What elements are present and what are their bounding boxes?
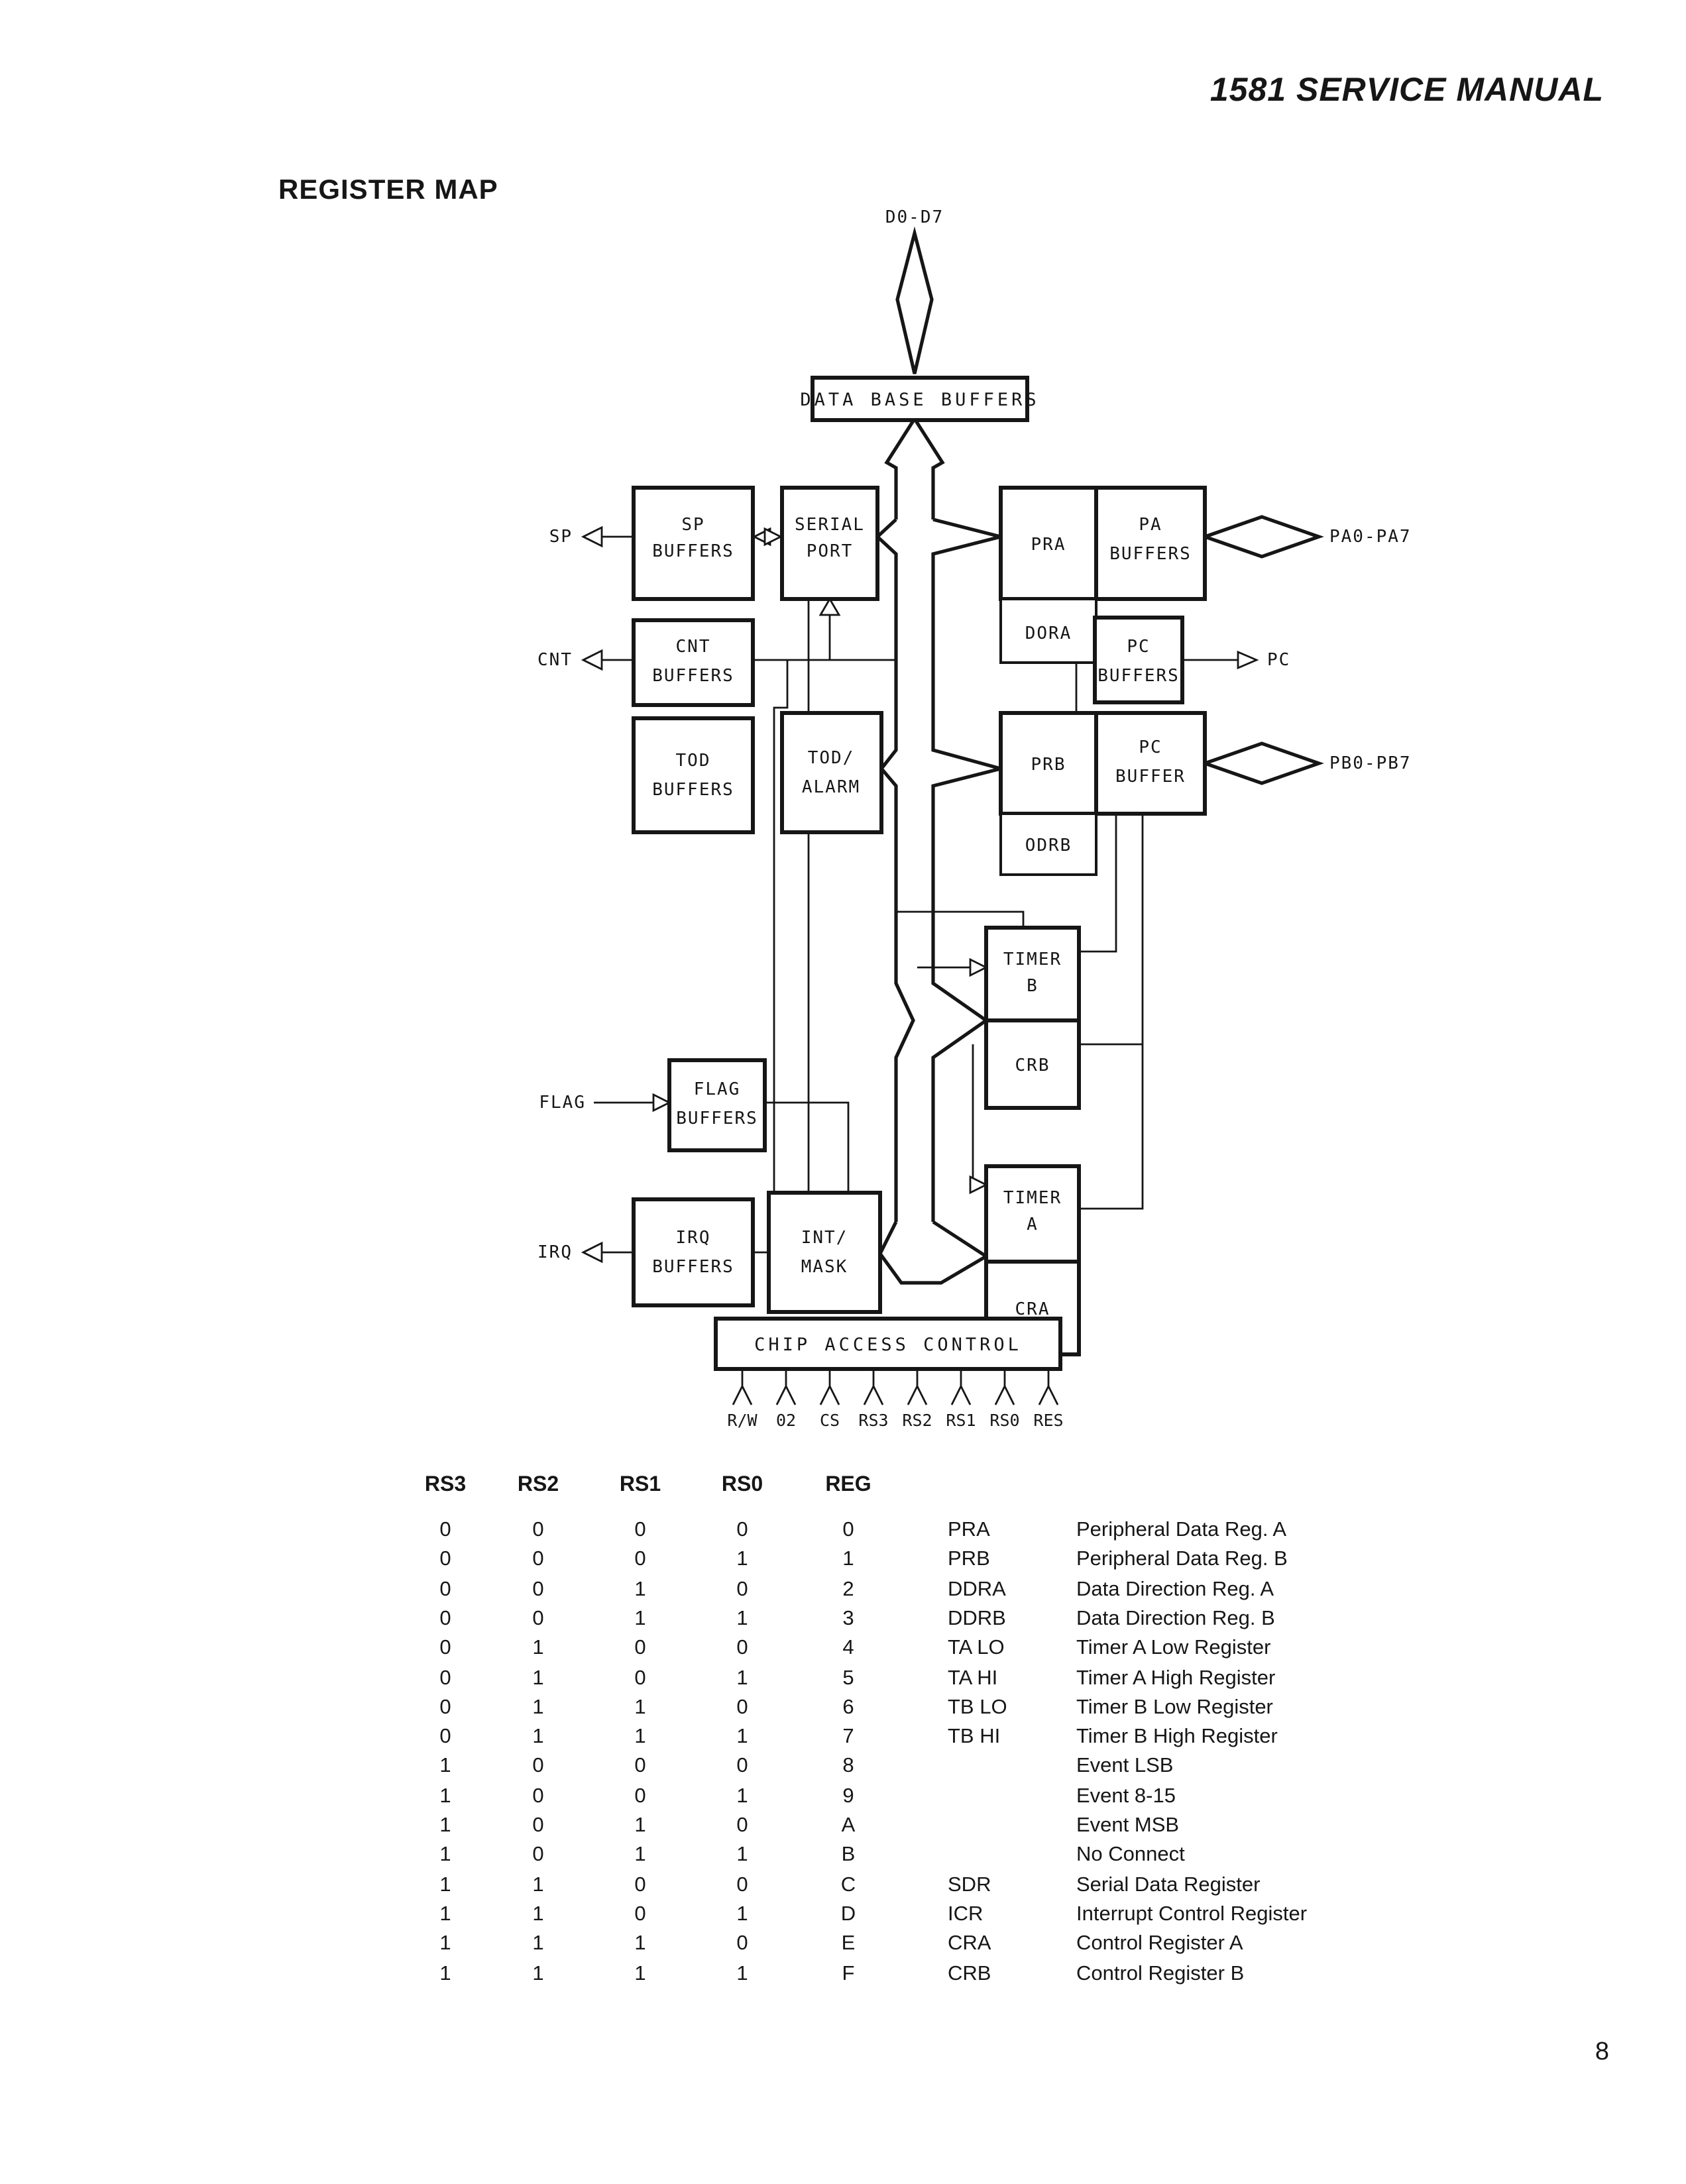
table-cell: 9: [842, 1784, 854, 1808]
label-pa-buffers-2: BUFFERS: [1109, 544, 1192, 564]
flag-in-arrow: [653, 1095, 669, 1111]
table-cell: 7: [842, 1725, 854, 1749]
pin-label: 02: [775, 1411, 797, 1430]
table-cell: 0: [736, 1637, 748, 1660]
table-cell: DDRA: [948, 1578, 1006, 1601]
table-cell: 1: [736, 1962, 748, 1985]
bus-bottom-diamond: [880, 1222, 986, 1283]
table-cell: Timer A High Register: [1076, 1666, 1276, 1689]
cnt-out-arrow: [583, 651, 602, 669]
box-pc-buffers: [1095, 618, 1182, 702]
table-cell: Timer B Low Register: [1076, 1696, 1273, 1719]
table-cell: Peripheral Data Reg. B: [1076, 1548, 1288, 1571]
table-cell: 1: [736, 1607, 748, 1630]
table-cell: 1: [634, 1696, 646, 1719]
table-cell: 1: [736, 1725, 748, 1749]
table-cell: 1: [634, 1725, 646, 1749]
pin-label: CS: [819, 1411, 840, 1430]
serial-right-arrow: [765, 529, 781, 545]
box-cnt-buffers: [634, 620, 753, 705]
table-cell: 0: [736, 1873, 748, 1896]
table-cell: 1: [439, 1902, 451, 1926]
table-cell: 1: [439, 1962, 451, 1985]
table-cell: 1: [634, 1814, 646, 1837]
table-cell: 1: [439, 1784, 451, 1808]
box-tod-buffers: [634, 718, 753, 832]
label-chip-access-control: CHIP ACCESS CONTROL: [754, 1335, 1022, 1355]
box-flag-buffers: [669, 1060, 765, 1150]
table-cell: Timer B High Register: [1076, 1725, 1278, 1749]
table-cell: 2: [842, 1578, 854, 1601]
table-row: [0, 1696, 1686, 1725]
table-cell: No Connect: [1076, 1843, 1185, 1867]
label-timer-b-2: B: [1027, 976, 1039, 996]
table-cell: 1: [532, 1873, 544, 1896]
table-cell: Interrupt Control Register: [1076, 1902, 1308, 1926]
bus-top-diamond: [897, 233, 932, 374]
table-cell: CRA: [948, 1932, 991, 1955]
table-row: [0, 1755, 1686, 1784]
table-cell: Data Direction Reg. B: [1076, 1607, 1275, 1630]
label-tod-buffers-2: BUFFERS: [652, 780, 734, 800]
table-cell: 0: [842, 1519, 854, 1541]
pin-label: RES: [1033, 1411, 1064, 1430]
diagram-boxes: [634, 378, 1205, 1369]
table-cell: 1: [532, 1725, 544, 1749]
table-cell: 0: [532, 1843, 544, 1867]
table-cell: 0: [439, 1548, 451, 1571]
label-tod-buffers-1: TOD: [675, 751, 711, 771]
pin-line: [864, 1369, 883, 1405]
section-heading: REGISTER MAP: [278, 175, 498, 205]
table-cell: 1: [532, 1962, 544, 1985]
pa-port-diamond: [1205, 517, 1319, 557]
box-pc-buffer: [1096, 713, 1205, 814]
label-flag-buffers-2: BUFFERS: [676, 1109, 758, 1128]
table-cell: 3: [842, 1607, 854, 1630]
table-cell: 4: [842, 1637, 854, 1660]
bus-spearhead: [887, 419, 942, 519]
pin-line: [952, 1369, 970, 1405]
table-cell: 1: [439, 1843, 451, 1867]
label-tod-alarm-1: TOD/: [807, 748, 855, 768]
table-cell: 1: [634, 1932, 646, 1955]
table-row: [0, 1637, 1686, 1666]
table-cell: C: [840, 1873, 856, 1896]
table-row: [0, 1725, 1686, 1755]
port-irq: IRQ: [537, 1242, 573, 1262]
table-cell: 1: [634, 1607, 646, 1630]
label-cnt-buffers-1: CNT: [675, 637, 711, 657]
table-cell: 0: [439, 1725, 451, 1749]
bus-label: D0-D7: [885, 207, 944, 227]
table-row: [0, 1784, 1686, 1814]
table-row: [0, 1519, 1686, 1548]
table-cell: Peripheral Data Reg. A: [1076, 1519, 1287, 1541]
label-data-base-buffers: DATA BASE BUFFERS: [800, 390, 1040, 410]
table-cell: 1: [532, 1666, 544, 1689]
table-cell: 0: [439, 1696, 451, 1719]
pin-line: [733, 1369, 752, 1405]
table-cell: 8: [842, 1755, 854, 1778]
table-cell: 0: [736, 1578, 748, 1601]
table-cell: 6: [842, 1696, 854, 1719]
table-row: [0, 1608, 1686, 1637]
page-number: 8: [1595, 2038, 1609, 2066]
label-int-mask-2: MASK: [801, 1257, 848, 1277]
port-pc: PC: [1267, 650, 1291, 670]
table-cell: 0: [532, 1755, 544, 1778]
table-cell: 0: [532, 1607, 544, 1630]
serial-up-arrow: [820, 599, 839, 615]
table-cell: 0: [439, 1519, 451, 1541]
table-cell: 0: [439, 1578, 451, 1601]
table-cell: 0: [634, 1784, 646, 1808]
label-pa-buffers-1: PA: [1139, 515, 1162, 535]
table-cell: CRB: [948, 1962, 991, 1985]
table-cell: B: [841, 1843, 856, 1867]
page-title: 1581 SERVICE MANUAL: [1209, 72, 1604, 109]
table-cell: 1: [634, 1578, 646, 1601]
table-cell: 1: [532, 1696, 544, 1719]
table-cell: 1: [736, 1548, 748, 1571]
table-cell: 0: [634, 1637, 646, 1660]
table-cell: PRA: [948, 1519, 990, 1541]
label-dora: DORA: [1025, 624, 1072, 643]
table-cell: 1: [736, 1666, 748, 1689]
table-cell: 0: [532, 1519, 544, 1541]
table-cell: 1: [439, 1873, 451, 1896]
label-timer-a-2: A: [1027, 1215, 1039, 1234]
pin-label: RS0: [989, 1411, 1020, 1430]
timer-a-in-arrow: [970, 1177, 986, 1193]
table-cell: F: [842, 1962, 855, 1985]
bus-right-edge: [933, 519, 1001, 1222]
label-pra: PRA: [1031, 535, 1066, 555]
label-cra: CRA: [1015, 1299, 1050, 1319]
label-cnt-buffers-2: BUFFERS: [652, 666, 734, 686]
pin-line: [1039, 1369, 1058, 1405]
table-cell: 0: [736, 1814, 748, 1837]
label-odrb: ODRB: [1025, 836, 1072, 855]
col-header-rs3: RS3: [424, 1474, 467, 1496]
table-cell: 0: [532, 1814, 544, 1837]
chip-pins: [727, 1369, 1063, 1430]
port-pb0-pb7: PB0-PB7: [1329, 753, 1412, 773]
table-cell: 0: [439, 1607, 451, 1630]
table-cell: Control Register B: [1076, 1962, 1245, 1985]
port-cnt: CNT: [537, 650, 573, 670]
box-irq-buffers: [634, 1199, 753, 1305]
table-cell: 0: [532, 1784, 544, 1808]
pb-port-diamond: [1205, 743, 1319, 783]
label-irq-buffers-1: IRQ: [675, 1228, 711, 1248]
table-cell: 0: [439, 1666, 451, 1689]
pin-label: R/W: [727, 1411, 758, 1430]
timerb-top-line: [896, 912, 1023, 928]
table-cell: SDR: [948, 1873, 991, 1896]
table-cell: E: [841, 1932, 856, 1955]
sp-out-arrow: [583, 527, 602, 546]
table-cell: 0: [736, 1755, 748, 1778]
table-row: [0, 1578, 1686, 1607]
table-cell: 0: [439, 1637, 451, 1660]
pin-label: RS1: [946, 1411, 976, 1430]
table-row: [0, 1844, 1686, 1873]
table-cell: Event 8-15: [1076, 1784, 1176, 1808]
table-cell: 0: [634, 1548, 646, 1571]
register-table: [0, 1474, 1686, 1985]
col-header-rs2: RS2: [517, 1474, 559, 1496]
timer-b-in-arrow: [970, 959, 986, 975]
label-int-mask-1: INT/: [801, 1228, 848, 1248]
table-cell: 0: [736, 1696, 748, 1719]
table-cell: Serial Data Register: [1076, 1873, 1261, 1896]
table-cell: 1: [736, 1902, 748, 1926]
table-cell: DDRB: [948, 1607, 1006, 1630]
table-cell: A: [841, 1814, 856, 1837]
port-sp: SP: [549, 527, 573, 547]
label-irq-buffers-2: BUFFERS: [652, 1257, 734, 1277]
pin-line: [908, 1369, 927, 1405]
table-cell: ICR: [948, 1902, 984, 1926]
label-pc-buffers-2: BUFFERS: [1097, 666, 1180, 686]
table-cell: 1: [842, 1548, 854, 1571]
table-cell: TA HI: [948, 1666, 998, 1689]
table-cell: Data Direction Reg. A: [1076, 1578, 1274, 1601]
label-tod-alarm-2: ALARM: [801, 777, 861, 797]
table-cell: PRB: [948, 1548, 990, 1571]
table-cell: 1: [736, 1843, 748, 1867]
table-row: [0, 1962, 1686, 1991]
box-pa-buffers: [1096, 488, 1205, 599]
timera-arrow-line: [970, 1044, 973, 1185]
table-row: [0, 1666, 1686, 1696]
table-cell: Event MSB: [1076, 1814, 1180, 1837]
table-cell: 1: [736, 1784, 748, 1808]
table-cell: 0: [532, 1548, 544, 1571]
table-cell: 0: [634, 1666, 646, 1689]
label-timer-b-1: TIMER: [1003, 950, 1062, 969]
table-cell: Control Register A: [1076, 1932, 1243, 1955]
table-cell: TB LO: [948, 1696, 1007, 1719]
table-row: [0, 1903, 1686, 1932]
table-cell: TA LO: [948, 1637, 1005, 1660]
table-cell: 0: [634, 1519, 646, 1541]
table-cell: 0: [634, 1873, 646, 1896]
table-cell: 0: [532, 1578, 544, 1601]
table-cell: 1: [439, 1932, 451, 1955]
table-cell: 0: [736, 1932, 748, 1955]
label-prb: PRB: [1031, 755, 1066, 775]
label-pc-buffers-1: PC: [1127, 637, 1151, 657]
table-row: [0, 1873, 1686, 1902]
table-cell: Event LSB: [1076, 1755, 1174, 1778]
col-header-reg: REG: [825, 1474, 871, 1496]
pin-label: RS2: [902, 1411, 932, 1430]
table-row: [0, 1814, 1686, 1843]
pc-out-arrow: [1238, 652, 1257, 668]
bus-left-edge: [877, 519, 913, 1222]
table-cell: 1: [634, 1843, 646, 1867]
table-row: [0, 1549, 1686, 1578]
label-sp-buffers-1: SP: [681, 515, 705, 535]
table-cell: 1: [532, 1932, 544, 1955]
table-cell: 1: [532, 1637, 544, 1660]
label-pc-buffer-2: BUFFER: [1115, 767, 1186, 787]
box-timer-a: [986, 1166, 1079, 1262]
label-crb: CRB: [1015, 1056, 1050, 1075]
label-serial-port-2: PORT: [806, 541, 854, 561]
label-pc-buffer-1: PC: [1139, 737, 1162, 757]
port-flag: FLAG: [539, 1093, 586, 1113]
box-timer-b: [986, 928, 1079, 1020]
irq-out-arrow: [583, 1243, 602, 1262]
label-sp-buffers-2: BUFFERS: [652, 541, 734, 561]
label-serial-port-1: SERIAL: [795, 515, 865, 535]
port-pa0-pa7: PA0-PA7: [1329, 527, 1412, 547]
box-tod-alarm: [782, 713, 881, 832]
pin-line: [777, 1369, 795, 1405]
table-cell: 1: [439, 1755, 451, 1778]
pin-label: RS3: [858, 1411, 889, 1430]
flag-route-line: [765, 1103, 848, 1193]
col-header-rs1: RS1: [619, 1474, 661, 1496]
table-cell: 1: [634, 1962, 646, 1985]
label-timer-a-1: TIMER: [1003, 1188, 1062, 1208]
table-cell: TB HI: [948, 1725, 1001, 1749]
table-cell: D: [840, 1902, 856, 1926]
table-cell: Timer A Low Register: [1076, 1637, 1271, 1660]
register-table-header: [0, 1474, 1686, 1519]
table-cell: 0: [736, 1519, 748, 1541]
label-flag-buffers-1: FLAG: [693, 1079, 741, 1099]
box-int-mask: [769, 1193, 880, 1312]
table-cell: 1: [439, 1814, 451, 1837]
table-cell: 1: [532, 1902, 544, 1926]
pin-line: [995, 1369, 1014, 1405]
table-cell: 0: [634, 1902, 646, 1926]
table-cell: 5: [842, 1666, 854, 1689]
col-header-rs0: RS0: [721, 1474, 763, 1496]
table-row: [0, 1932, 1686, 1961]
pin-line: [820, 1369, 839, 1405]
pc-prb-line: [1076, 660, 1095, 713]
table-cell: 0: [634, 1755, 646, 1778]
